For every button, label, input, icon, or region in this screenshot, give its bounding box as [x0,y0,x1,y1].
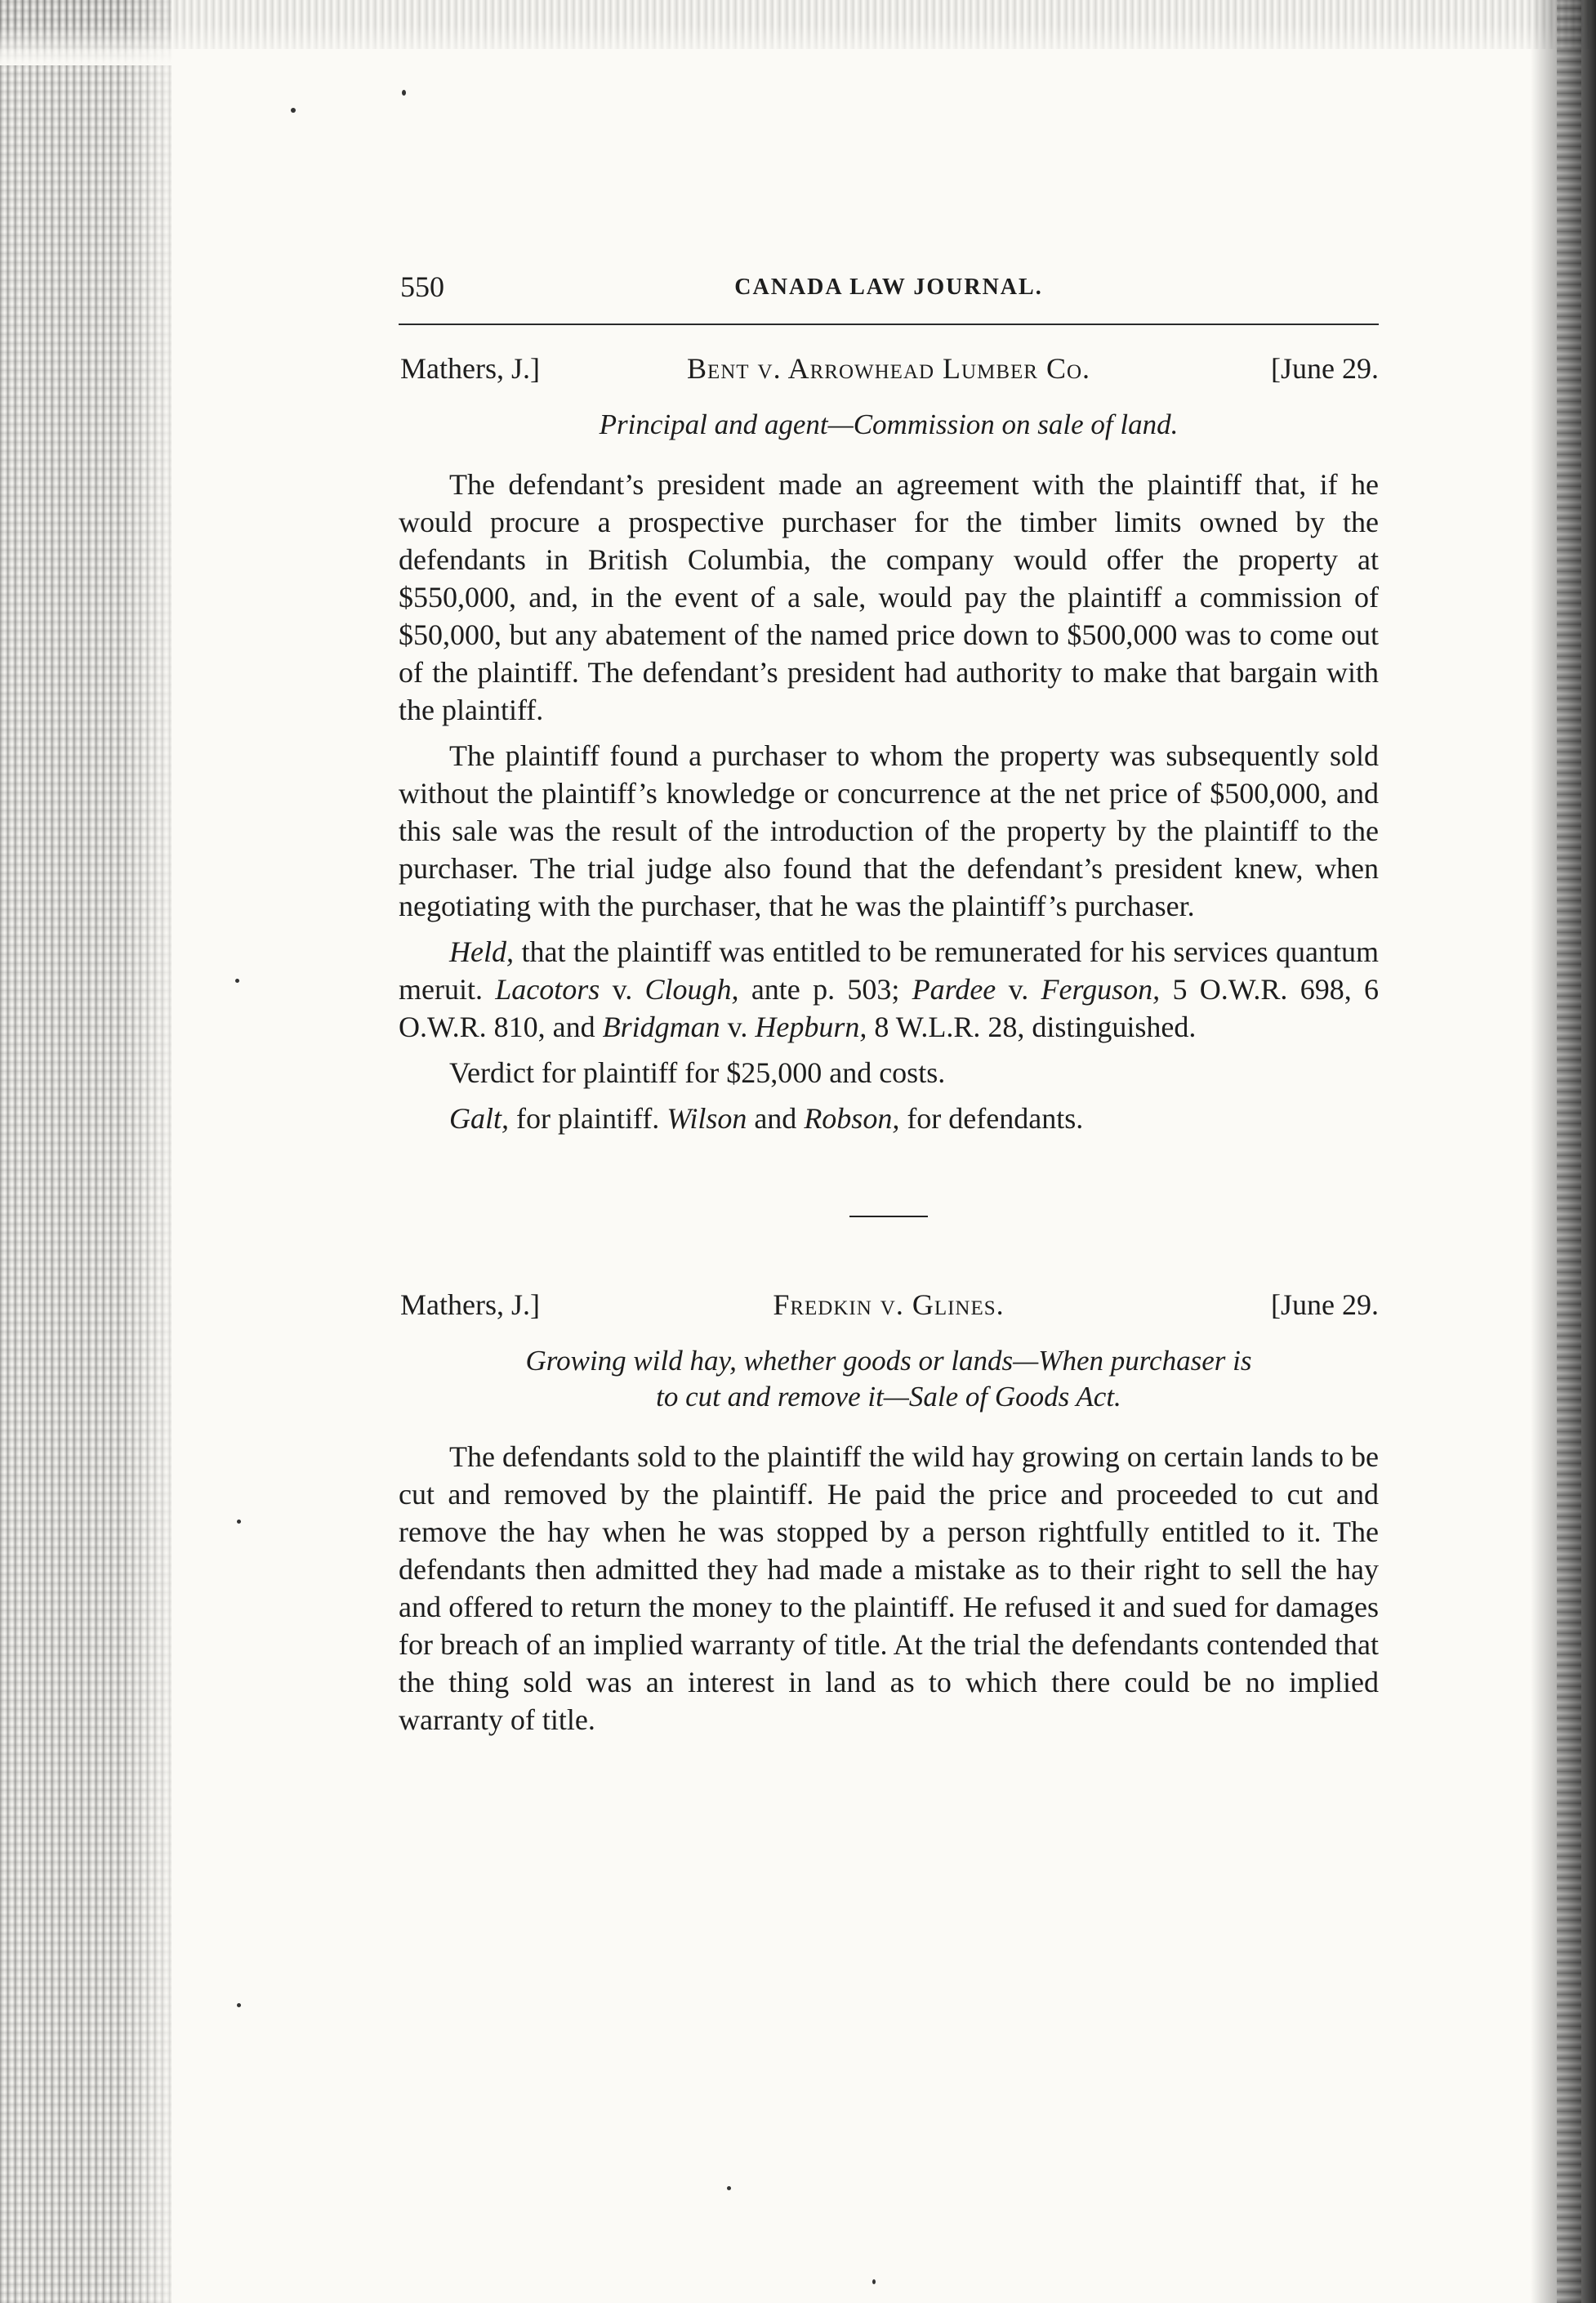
held-text: v. [996,973,1041,1006]
scan-speck [237,2003,241,2007]
scan-speck [237,1520,241,1524]
header-rule [399,324,1379,325]
catchwords-line: to cut and remove it—Sale of Goods Act. [656,1381,1121,1413]
held-lead: Held, [449,935,514,968]
journal-title: CANADA LAW JOURNAL. [734,274,1043,300]
case-paragraph: The plaintiff found a purchaser to whom the property was subsequently sold without the plaintiff’s knowledge or concurrence at the net price of $500,000, and this sale was the result of the introduction of the property by the plaintiff to the purchaser. The trial judge also found that the defendant’s president knew, when negotiating with the purchaser, that he was the plaintiff’s purchaser. [399,739,1379,922]
held-paragraph [399,933,1379,1046]
scan-speck [291,108,296,113]
judge-name: Mathers, J.] [400,1288,540,1321]
case-name: Fredkin v. Glines. [773,1288,1005,1321]
cited-case: Pardee [912,973,996,1006]
counsel-name: Galt, [449,1102,510,1135]
counsel-line [399,1100,1379,1137]
catchwords-line: Growing wild hay, whether goods or lands—When purchaser is [525,1345,1252,1377]
running-head [399,270,1379,312]
scan-left-edge-fade [123,0,196,2303]
held-text: v. [600,973,645,1006]
judge-name: Mathers, J.] [400,352,540,385]
scan-binding-shadow [1557,0,1581,2303]
decision-date: [June 29. [1271,352,1379,385]
scan-speck [727,2186,731,2190]
case-name: Bent v. Arrowhead Lumber Co. [686,352,1091,385]
catchwords: Principal and agent—Commission on sale of land. [599,408,1179,440]
counsel-text: for plaintiff. [509,1102,667,1135]
held-text: that the plaintiff was entitled to be remunerated for his services quantum meruit. [399,935,1379,1006]
scan-speck [402,90,406,96]
journal-page [399,270,1379,1747]
counsel-name: Robson, [804,1102,900,1135]
case-paragraph: The defendants sold to the plaintiff the wild hay growing on certain lands to be cut and removed by the plaintiff. He paid the price and proceeded to cut and remove the hay when he was stopped by a person rightfully entitled to it. The defendants then admitted they had made a mistake as to their right to sell the hay and offered to return the money to the plaintiff. He refused it and sued for damages for breach of an implied warranty of title. At the trial the defendants contended that the thing sold was an interest in land as to which there could be no implied warranty of title. [399,1440,1379,1736]
case-paragraph: The defendant’s president made an agreement with the plaintiff that, if he would procure a prospective purchaser for the timber limits owned by the defendants in British Columbia, the company would offer the property at $550,000, and, in the event of a sale, would pay the plaintiff a commission of $50,000, but any abatement of the named price down to $500,000 was to come out of the plaintiff. The defendant’s president had authority to make that bargain with the plaintiff. [399,468,1379,726]
held-text: 5 O.W.R. 698, 6 O.W.R. 810, and [399,973,1379,1043]
cited-case: Clough, [644,973,739,1006]
cited-case: Ferguson, [1041,973,1161,1006]
scan-top-edge-fade [0,25,1596,65]
cited-case: Bridgman [602,1011,720,1043]
page-number: 550 [400,270,444,303]
case-heading [399,351,1379,391]
verdict: Verdict for plaintiff for $25,000 and costs. [449,1056,946,1089]
decision-date: [June 29. [1271,1288,1379,1321]
cited-case: Hepburn, [755,1011,867,1043]
held-text: ante p. 503; [738,973,912,1006]
scan-speck [235,979,239,983]
held-text: v. [720,1011,756,1043]
case-heading [399,1288,1379,1327]
catchwords [431,1343,1346,1415]
held-text: 8 W.L.R. 28, distinguished. [867,1011,1197,1043]
counsel-text: and [747,1102,805,1135]
scan-speck [872,2279,876,2284]
counsel-text: for defendants. [899,1102,1084,1135]
counsel-name: Wilson [666,1102,747,1135]
case-report-bent [399,351,1379,1137]
case-separator-rule [849,1216,928,1217]
cited-case: Lacotors [495,973,600,1006]
case-report-fredkin [399,1288,1379,1738]
